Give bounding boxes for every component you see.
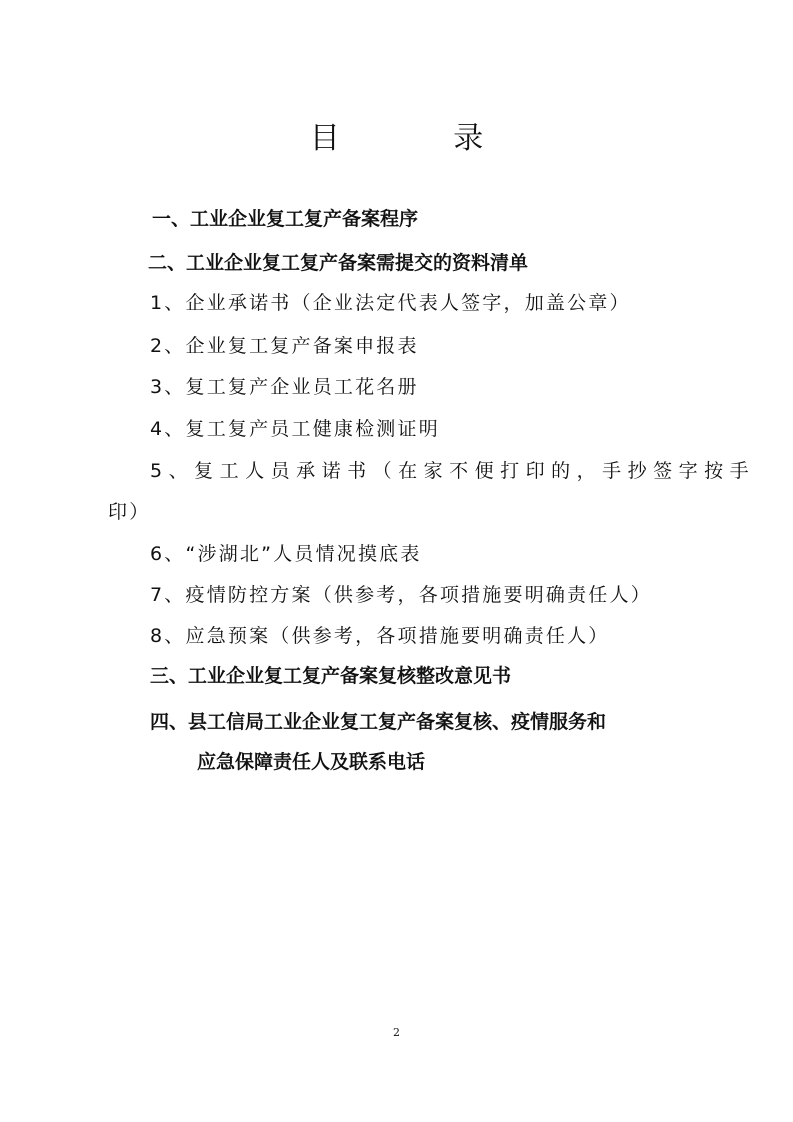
toc-section-4-line-1: 四、县工信局工业企业复工复产备案复核、疫情服务和 [150, 711, 607, 733]
page-number: 2 [393, 1026, 400, 1039]
toc-item-1: 1、企业承诺书（企业法定代表人签字，加盖公章） [150, 292, 631, 314]
toc-item-5-line-2: 印） [108, 501, 151, 523]
toc-section-4-line-2: 应急保障责任人及联系电话 [197, 751, 426, 773]
toc-item-6: 6、“涉湖北”人员情况摸底表 [150, 543, 422, 565]
toc-section-3: 三、工业企业复工复产备案复核整改意见书 [150, 665, 512, 687]
toc-section-2: 二、工业企业复工复产备案需提交的资料清单 [148, 252, 529, 274]
toc-item-5-line-1: 5、复工人员承诺书（在家不便打印的，手抄签字按手 [150, 460, 756, 482]
toc-item-7: 7、疫情防控方案（供参考，各项措施要明确责任人） [150, 584, 652, 606]
toc-item-8: 8、应急预案（供参考，各项措施要明确责任人） [150, 625, 610, 647]
toc-item-4: 4、复工复产员工健康检测证明 [150, 418, 440, 440]
page-title: 目 录 [309, 121, 536, 156]
toc-item-3: 3、复工复产企业员工花名册 [150, 376, 419, 398]
toc-item-2: 2、企业复工复产备案申报表 [150, 335, 419, 357]
toc-section-1: 一、工业企业复工复产备案程序 [152, 208, 419, 230]
